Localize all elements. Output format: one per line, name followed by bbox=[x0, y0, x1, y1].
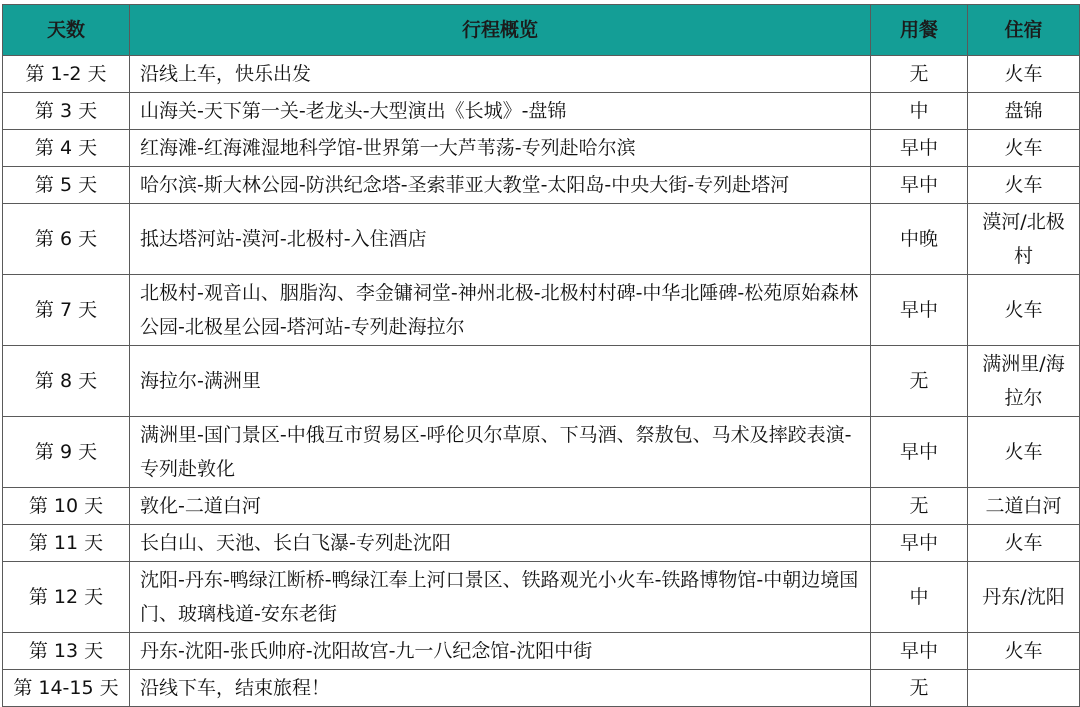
table-row bbox=[3, 633, 1080, 670]
day-cell: 第 14-15 天 bbox=[3, 670, 130, 707]
day-cell: 第 1-2 天 bbox=[3, 56, 130, 93]
day-cell: 第 4 天 bbox=[3, 130, 130, 167]
meal-cell: 早中 bbox=[871, 275, 968, 346]
meal-cell: 中晚 bbox=[871, 204, 968, 275]
stay-cell: 满洲里/海拉尔 bbox=[968, 346, 1080, 417]
meal-cell: 无 bbox=[871, 670, 968, 707]
meal-cell: 早中 bbox=[871, 525, 968, 562]
meal-cell: 早中 bbox=[871, 130, 968, 167]
day-cell: 第 5 天 bbox=[3, 167, 130, 204]
stay-cell: 丹东/沈阳 bbox=[968, 562, 1080, 633]
meal-cell: 中 bbox=[871, 93, 968, 130]
header-stay: 住宿 bbox=[968, 5, 1080, 56]
route-cell: 红海滩-红海滩湿地科学馆-世界第一大芦苇荡-专列赴哈尔滨 bbox=[130, 130, 871, 167]
route-cell: 丹东-沈阳-张氏帅府-沈阳故宫-九一八纪念馆-沈阳中街 bbox=[130, 633, 871, 670]
day-cell: 第 11 天 bbox=[3, 525, 130, 562]
header-meal: 用餐 bbox=[871, 5, 968, 56]
stay-cell: 火车 bbox=[968, 56, 1080, 93]
stay-cell: 二道白河 bbox=[968, 488, 1080, 525]
day-cell: 第 6 天 bbox=[3, 204, 130, 275]
stay-cell: 漠河/北极村 bbox=[968, 204, 1080, 275]
stay-cell: 火车 bbox=[968, 633, 1080, 670]
day-cell: 第 10 天 bbox=[3, 488, 130, 525]
table-row bbox=[3, 93, 1080, 130]
meal-cell: 无 bbox=[871, 488, 968, 525]
table-row bbox=[3, 130, 1080, 167]
day-cell: 第 13 天 bbox=[3, 633, 130, 670]
route-cell: 哈尔滨-斯大林公园-防洪纪念塔-圣索菲亚大教堂-太阳岛-中央大街-专列赴塔河 bbox=[130, 167, 871, 204]
route-cell: 敦化-二道白河 bbox=[130, 488, 871, 525]
stay-cell: 盘锦 bbox=[968, 93, 1080, 130]
table-row bbox=[3, 346, 1080, 417]
stay-cell: 火车 bbox=[968, 525, 1080, 562]
stay-cell: 火车 bbox=[968, 130, 1080, 167]
day-cell: 第 9 天 bbox=[3, 417, 130, 488]
day-cell: 第 8 天 bbox=[3, 346, 130, 417]
table-row bbox=[3, 56, 1080, 93]
stay-cell: 火车 bbox=[968, 275, 1080, 346]
table-row bbox=[3, 204, 1080, 275]
meal-cell: 无 bbox=[871, 346, 968, 417]
stay-cell: 火车 bbox=[968, 167, 1080, 204]
header-route: 行程概览 bbox=[130, 5, 871, 56]
table-header-row bbox=[3, 5, 1080, 56]
table-row bbox=[3, 562, 1080, 633]
route-cell: 沿线上车，快乐出发 bbox=[130, 56, 871, 93]
day-cell: 第 12 天 bbox=[3, 562, 130, 633]
meal-cell: 早中 bbox=[871, 633, 968, 670]
header-day: 天数 bbox=[3, 5, 130, 56]
table-row bbox=[3, 167, 1080, 204]
route-cell: 沈阳-丹东-鸭绿江断桥-鸭绿江奉上河口景区、铁路观光小火车-铁路博物馆-中朝边境国门、玻璃栈道-安东老街 bbox=[130, 562, 871, 633]
route-cell: 北极村-观音山、胭脂沟、李金镛祠堂-神州北极-北极村村碑-中华北陲碑-松苑原始森林公园-北极星公园-塔河站-专列赴海拉尔 bbox=[130, 275, 871, 346]
day-cell: 第 7 天 bbox=[3, 275, 130, 346]
route-cell: 满洲里-国门景区-中俄互市贸易区-呼伦贝尔草原、下马酒、祭敖包、马术及摔跤表演-专列赴敦化 bbox=[130, 417, 871, 488]
table-row bbox=[3, 275, 1080, 346]
table-row bbox=[3, 488, 1080, 525]
route-cell: 长白山、天池、长白飞瀑-专列赴沈阳 bbox=[130, 525, 871, 562]
day-cell: 第 3 天 bbox=[3, 93, 130, 130]
route-cell: 抵达塔河站-漠河-北极村-入住酒店 bbox=[130, 204, 871, 275]
meal-cell: 早中 bbox=[871, 167, 968, 204]
table-row bbox=[3, 417, 1080, 488]
table-row bbox=[3, 670, 1080, 707]
meal-cell: 中 bbox=[871, 562, 968, 633]
route-cell: 沿线下车，结束旅程！ bbox=[130, 670, 871, 707]
meal-cell: 无 bbox=[871, 56, 968, 93]
route-cell: 山海关-天下第一关-老龙头-大型演出《长城》-盘锦 bbox=[130, 93, 871, 130]
stay-cell bbox=[968, 670, 1080, 707]
route-cell: 海拉尔-满洲里 bbox=[130, 346, 871, 417]
meal-cell: 早中 bbox=[871, 417, 968, 488]
table-row bbox=[3, 525, 1080, 562]
itinerary-table bbox=[2, 4, 1080, 707]
stay-cell: 火车 bbox=[968, 417, 1080, 488]
